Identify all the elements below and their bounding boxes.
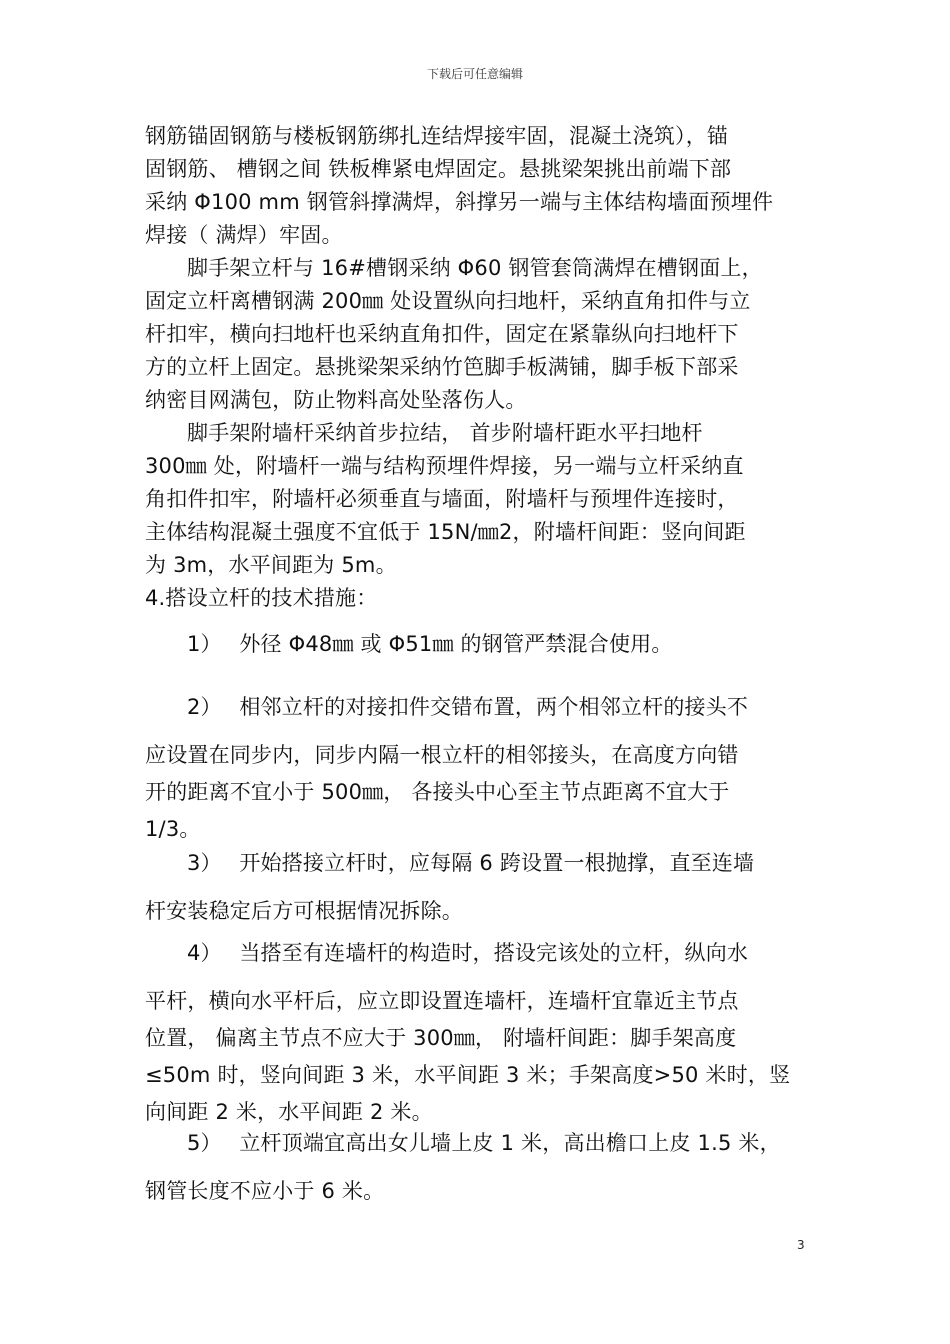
text-line: 5） 立杆顶端宜高出女儿墙上皮 1 米，高出檐口上皮 1.5 米， xyxy=(187,1131,781,1155)
paragraph-1 xyxy=(145,120,773,252)
text-line: 3） 开始搭接立杆时，应每隔 6 跨设置一根抛撑，直至连墙 xyxy=(187,851,755,875)
text-line: 杆扣牢，横向扫地杆也采纳直角扣件，固定在紧靠纵向扫地杆下 xyxy=(145,322,739,346)
text-line: 焊接（ 满焊）牢固。 xyxy=(145,223,343,247)
list-item-1 xyxy=(145,628,673,661)
text-line: 4） 当搭至有连墙杆的构造时，搭设完该处的立杆，纵向水 xyxy=(187,941,749,965)
text-line: 脚手架附墙杆采纳首步拉结， 首步附墙杆距水平扫地杆 xyxy=(187,421,703,445)
text-line: 采纳 Φ100 mm 钢管斜撑满焊，斜撑另一端与主体结构墙面预埋件 xyxy=(145,190,774,214)
text-line: 方的立杆上固定。悬挑梁架采纳竹笆脚手板满铺，脚手板下部采 xyxy=(145,355,739,379)
list-item-5 xyxy=(145,1125,781,1210)
list-item-4 xyxy=(145,935,790,1131)
text-line: 1/3。 xyxy=(145,817,201,841)
list-item-2 xyxy=(145,689,748,848)
section-title-text: 4.搭设立杆的技术措施： xyxy=(145,586,378,610)
list-item-3 xyxy=(145,845,754,930)
text-line: 1） 外径 Φ48㎜ 或 Φ51㎜ 的钢管严禁混合使用。 xyxy=(187,632,673,656)
text-line: 位置， 偏离主节点不应大于 300㎜， 附墙杆间距：脚手架高度 xyxy=(145,1026,737,1050)
text-line: 纳密目网满包，防止物料高处坠落伤人。 xyxy=(145,388,527,412)
text-line: 脚手架立杆与 16#槽钢采纳 Φ60 钢管套筒满焊在槽钢面上， xyxy=(187,256,763,280)
text-line: ≤50m 时，竖向间距 3 米，水平间距 3 米；手架高度>50 米时，竖 xyxy=(145,1063,791,1087)
text-line: 2） 相邻立杆的对接扣件交错布置，两个相邻立杆的接头不 xyxy=(187,695,749,719)
text-line: 杆安装稳定后方可根据情况拆除。 xyxy=(145,899,463,923)
text-line: 300㎜ 处，附墙杆一端与结构预埋件焊接，另一端与立杆采纳直 xyxy=(145,454,744,478)
text-line: 应设置在同步内，同步内隔一根立杆的相邻接头，在高度方向错 xyxy=(145,743,739,767)
text-line: 钢管长度不应小于 6 米。 xyxy=(145,1179,385,1203)
section-title xyxy=(145,582,377,615)
paragraph-3 xyxy=(145,417,746,582)
page-number: 3 xyxy=(797,1238,805,1252)
text-line: 向间距 2 米，水平间距 2 米。 xyxy=(145,1100,433,1124)
page-header: 下载后可任意编辑 xyxy=(426,67,523,81)
text-line: 平杆，横向水平杆后，应立即设置连墙杆，连墙杆宜靠近主节点 xyxy=(145,989,739,1013)
text-line: 角扣件扣牢，附墙杆必须垂直与墙面，附墙杆与预埋件连接时， xyxy=(145,487,739,511)
text-line: 固钢筋、 槽钢之间 铁板榫紧电焊固定。悬挑梁架挑出前端下部 xyxy=(145,157,732,181)
text-line: 钢筋锚固钢筋与楼板钢筋绑扎连结焊接牢固，混凝土浇筑），锚 xyxy=(145,124,729,148)
text-line: 主体结构混凝土强度不宜低于 15N/㎜2，附墙杆间距：竖向间距 xyxy=(145,520,746,544)
paragraph-2 xyxy=(145,252,763,417)
text-line: 开的距离不宜小于 500㎜， 各接头中心至主节点距离不宜大于 xyxy=(145,780,730,804)
text-line: 固定立杆离槽钢满 200㎜ 处设置纵向扫地杆，采纳直角扣件与立 xyxy=(145,289,751,313)
text-line: 为 3m，水平间距为 5m。 xyxy=(145,553,397,577)
